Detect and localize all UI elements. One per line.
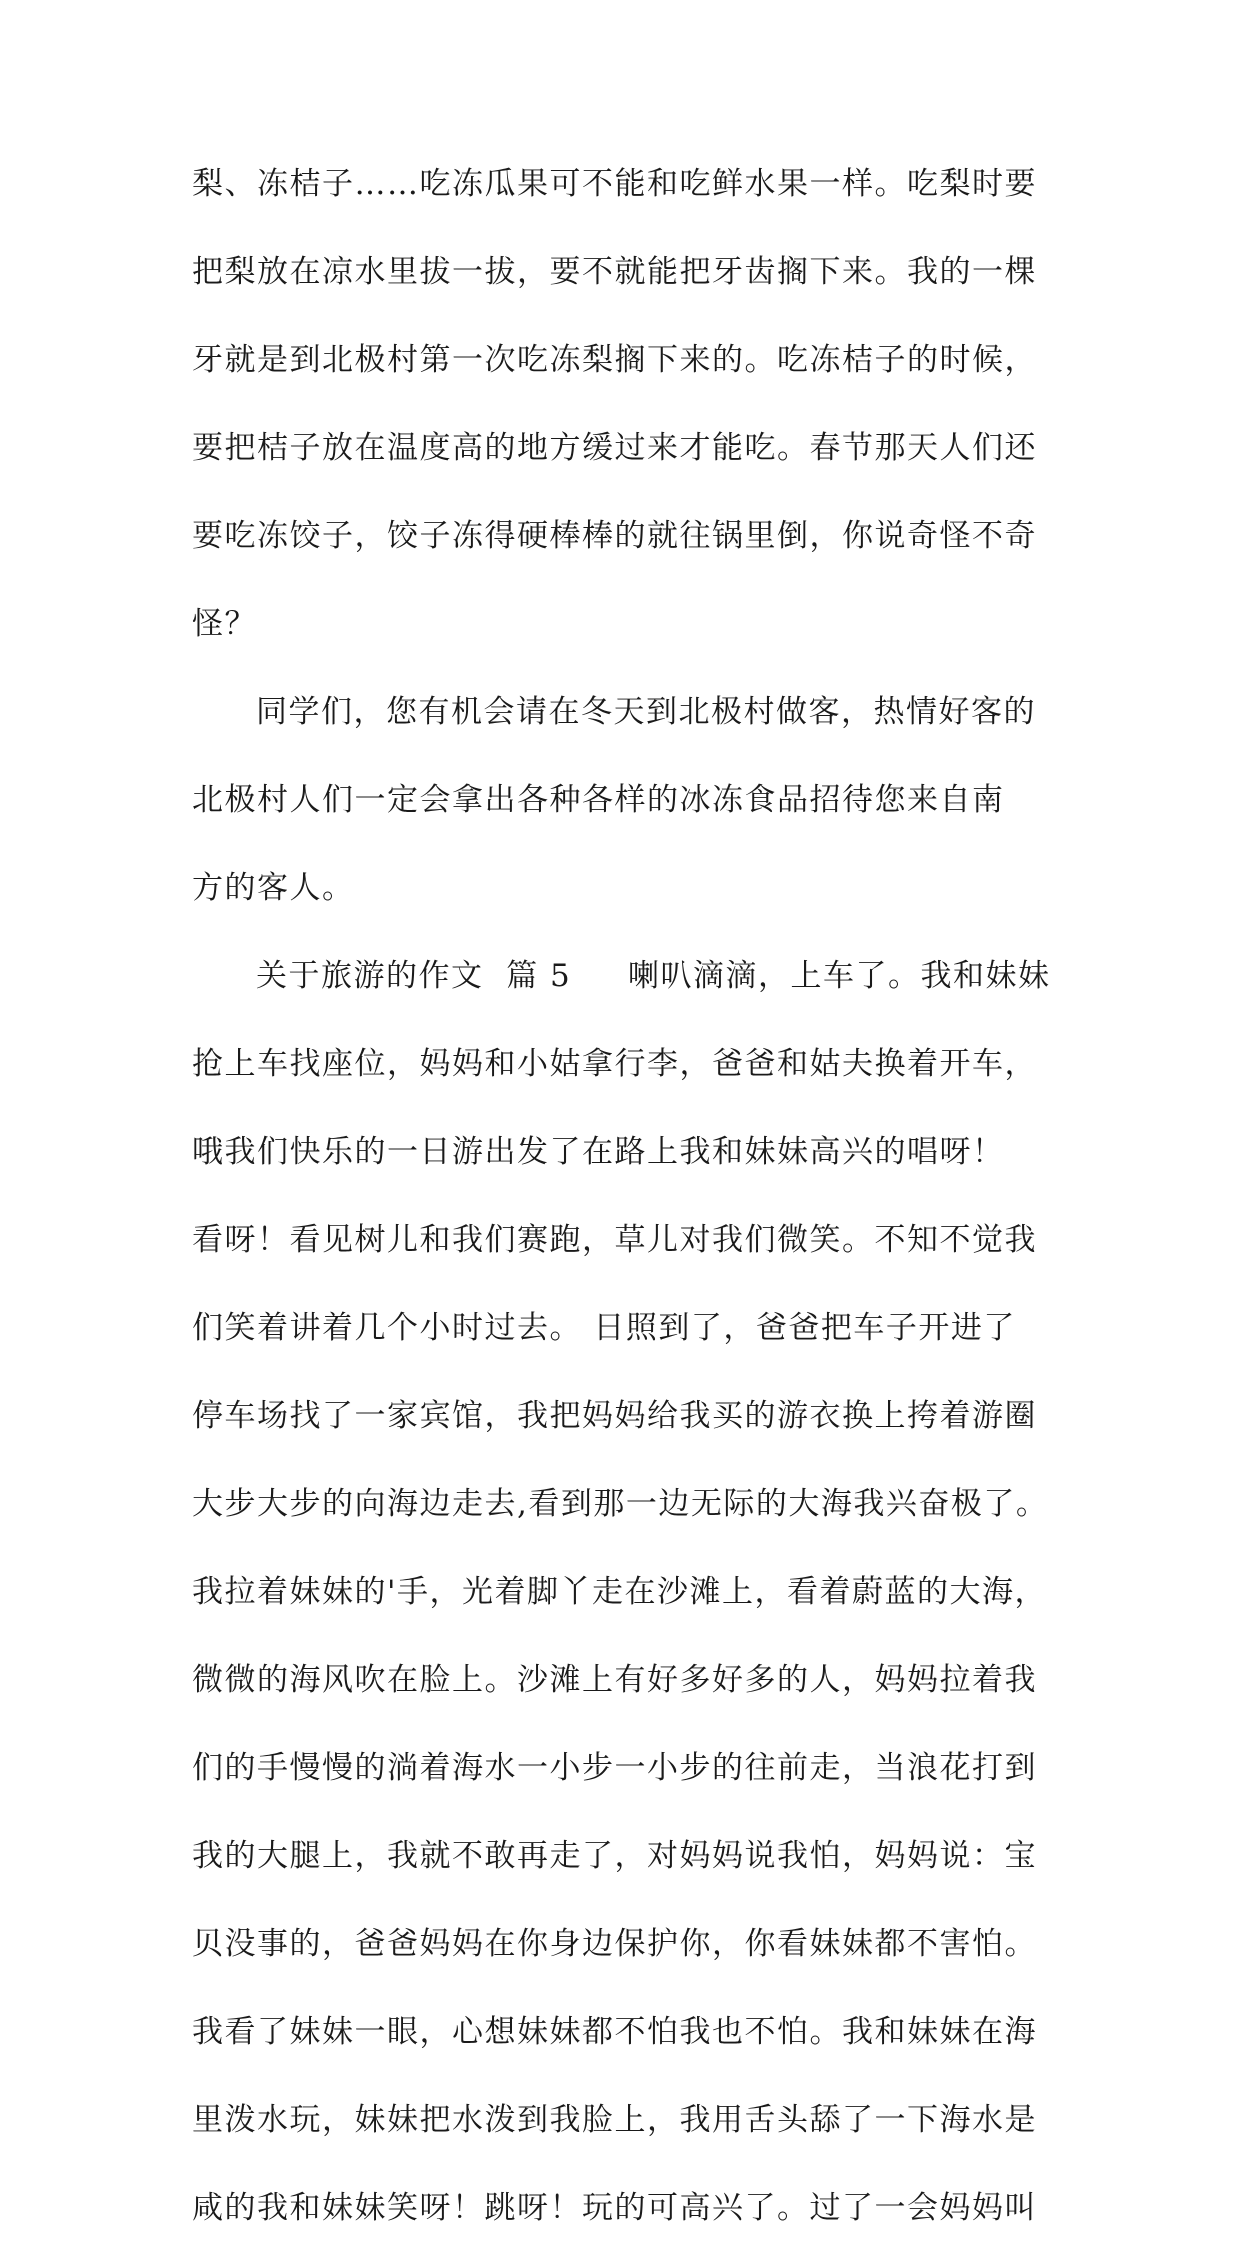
text-line: 要吃冻饺子，饺子冻得硬棒棒的就往锅里倒，你说奇怪不奇 xyxy=(192,518,1037,554)
text-line: 们的手慢慢的淌着海水一小步一小步的往前走，当浪花打到 xyxy=(192,1750,1037,1786)
text-line: 里泼水玩，妹妹把水泼到我脸上，我用舌头舔了一下海水是 xyxy=(192,2102,1037,2138)
text-line: 抢上车找座位，妈妈和小姑拿行李，爸爸和姑夫换着开车， xyxy=(192,1046,1037,1082)
text-line: 牙就是到北极村第一次吃冻梨搁下来的。吃冻桔子的时候， xyxy=(192,342,1037,378)
text-line: 看呀！看见树儿和我们赛跑，草儿对我们微笑。不知不觉我 xyxy=(192,1222,1037,1258)
text-line: 我的大腿上，我就不敢再走了，对妈妈说我怕，妈妈说：宝 xyxy=(192,1838,1037,1874)
text-line: 要把桔子放在温度高的地方缓过来才能吃。春节那天人们还 xyxy=(192,430,1037,466)
text-line: 咸的我和妹妹笑呀！跳呀！玩的可高兴了。过了一会妈妈叫 xyxy=(192,2190,1037,2226)
text-line: 怪？ xyxy=(192,606,257,642)
text-line: 把梨放在凉水里拔一拔，要不就能把牙齿搁下来。我的一棵 xyxy=(192,254,1037,290)
body-text xyxy=(192,140,1092,2252)
text-line: 们笑着讲着几个小时过去。 日照到了，爸爸把车子开进了 xyxy=(192,1310,1016,1346)
text-line: 同学们，您有机会请在冬天到北极村做客，热情好客的 xyxy=(256,694,1036,730)
text-line: 哦我们快乐的一日游出发了在路上我和妹妹高兴的唱呀！ xyxy=(192,1134,1005,1170)
text-line: 我看了妹妹一眼，心想妹妹都不怕我也不怕。我和妹妹在海 xyxy=(192,2014,1037,2050)
text-line: 方的客人。 xyxy=(192,870,355,906)
text-line: 北极村人们一定会拿出各种各样的冰冻食品招待您来自南 xyxy=(192,782,1005,818)
text-line: 梨、冻桔子……吃冻瓜果可不能和吃鲜水果一样。吃梨时要 xyxy=(192,166,1037,202)
text-line: 关于旅游的作文 篇 5 喇叭滴滴，上车了。我和妹妹 xyxy=(256,958,1051,994)
text-line: 停车场找了一家宾馆，我把妈妈给我买的游衣换上挎着游圈 xyxy=(192,1398,1037,1434)
text-line: 我拉着妹妹的'手，光着脚丫走在沙滩上，看着蔚蓝的大海， xyxy=(192,1574,1048,1610)
text-line: 大步大步的向海边走去,看到那一边无际的大海我兴奋极了。 xyxy=(192,1486,1049,1522)
text-line: 微微的海风吹在脸上。沙滩上有好多好多的人，妈妈拉着我 xyxy=(192,1662,1037,1698)
text-line: 贝没事的，爸爸妈妈在你身边保护你，你看妹妹都不害怕。 xyxy=(192,1926,1037,1962)
